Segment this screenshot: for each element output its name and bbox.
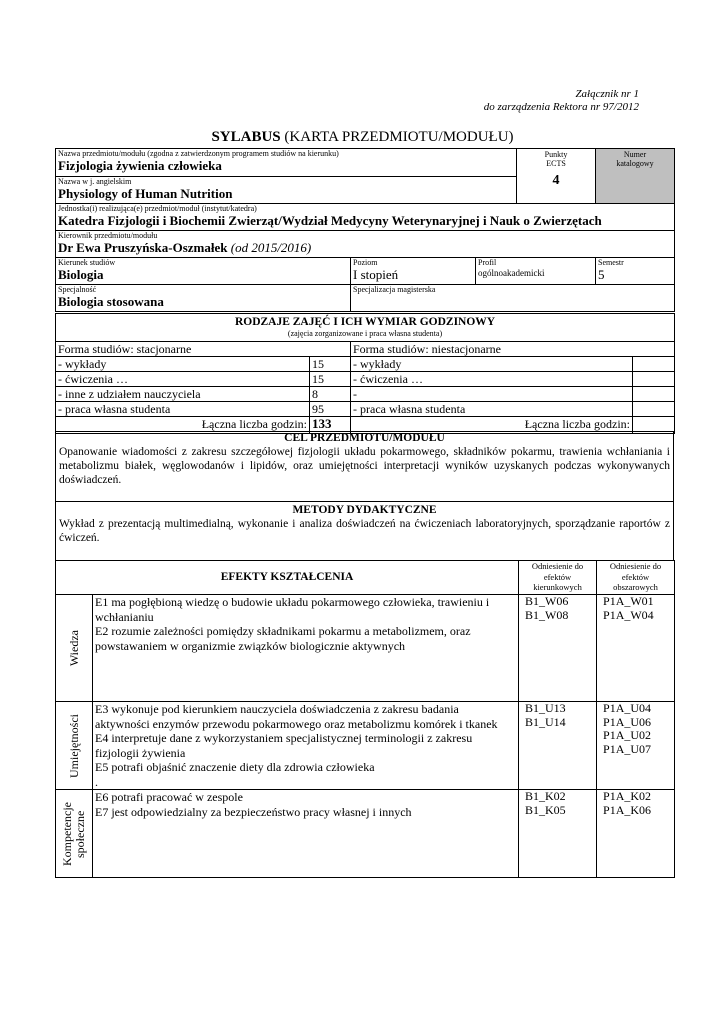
semester-cell [596, 258, 675, 285]
head-label: Kierownik przedmiotu/modułu [58, 231, 158, 240]
course-info-table [55, 148, 675, 312]
semester-label: Semestr [598, 258, 624, 267]
total-label: Łączna liczba godzin: [56, 417, 310, 434]
master-spec-cell [351, 285, 675, 312]
attachment-line-2: do zarządzenia Rektora nr 97/2012 [483, 101, 639, 113]
code: B1_K05 [525, 802, 566, 817]
page-title [0, 129, 725, 146]
hours-row-left: - wykłady [56, 357, 310, 372]
hours-subtitle: (zajęcia zorganizowane i praca własna studenta) [287, 329, 443, 338]
effect-item: E5 potrafi objaśnić znaczenie diety dla zdrowia człowieka [95, 760, 375, 774]
code: P1A_U04 [603, 701, 652, 715]
goal-text: Opanowanie wiadomości z zakresu szczegółowej fizjologii układu pokarmowego, składników pokarmu, trawienia wchłaniania i metabolizmu białek, węglowodanów i lipidów, oraz umiejętności interpretacji wyników uzyskanych podczas wykonywanych doświadczeń. [59, 446, 670, 486]
category-skills: Umiejętności [56, 702, 93, 790]
english-name-cell [56, 177, 517, 204]
area-header: Odniesienie do efektów obszarowych [597, 561, 675, 595]
field-value: Biologia [58, 267, 104, 282]
methods-table [55, 501, 674, 561]
title-bold: SYLABUS [211, 129, 281, 145]
field-label: Kierunek studiów [58, 258, 116, 267]
stationary-label: Forma studiów: stacjonarne [56, 342, 351, 357]
effect-item: E4 interpretuje dane z wykorzystaniem specjalistycznej terminologii z zakresu fizjologii żywienia [95, 731, 473, 760]
total-label-right: Łączna liczba godzin: [351, 417, 633, 434]
english-name-label: Nazwa w j. angielskim [58, 177, 132, 186]
methods-title: METODY DYDAKTYCZNE [292, 504, 437, 516]
level-cell [351, 258, 476, 285]
code: P1A_U06 [603, 714, 652, 729]
semester-value: 5 [598, 267, 605, 282]
hours-row-right-value [633, 387, 675, 402]
social-items [93, 790, 519, 878]
course-name-cell [56, 149, 517, 177]
hours-row-left: - inne z udziałem nauczyciela [56, 387, 310, 402]
hours-row-right-value [633, 372, 675, 387]
methods-cell [56, 502, 674, 561]
code: P1A_K02 [603, 789, 652, 803]
knowledge-items [93, 595, 519, 702]
specialty-value: Biologia stosowana [58, 294, 164, 309]
effect-item: E2 rozumie zależności pomiędzy składnikami pokarmu a metabolizmem, oraz powstawaniem w organizmie związków biologicznie aktywnych [95, 624, 471, 653]
level-value: I stopień [353, 267, 399, 282]
course-name: Fizjologia żywienia człowieka [58, 158, 222, 173]
effects-title: EFEKTY KSZTAŁCENIA [56, 561, 519, 595]
hours-row-value: 8 [310, 387, 351, 402]
hours-row [56, 372, 675, 387]
hours-title: RODZAJE ZAJĘĆ I ICH WYMIAR GODZINOWY [234, 316, 496, 328]
profile-value: ogólnoakademicki [478, 268, 545, 278]
code: P1A_W04 [603, 607, 654, 622]
effect-item: . [95, 774, 98, 789]
hours-row-left: - praca własna studenta [56, 402, 310, 417]
master-spec-label: Specjalizacja magisterska [353, 285, 436, 294]
hours-row [56, 387, 675, 402]
unit-label: Jednostka(i) realizująca(e) przedmiot/moduł (instytut/katedra) [58, 204, 257, 213]
social-area [597, 790, 675, 878]
effect-item: E3 wykonuje pod kierunkiem nauczyciela doświadczenia z zakresu badania aktywności enzymów przewodu pokarmowego oraz metabolizmu komórek i tkanek [95, 702, 498, 731]
catalog-number-cell [596, 149, 675, 204]
head-name: Dr Ewa Pruszyńska-Oszmałek [58, 240, 228, 255]
hours-row [56, 402, 675, 417]
hours-row-value: 95 [310, 402, 351, 417]
effect-item: E6 potrafi pracować w zespole [95, 790, 243, 804]
knowledge-directional [519, 595, 597, 702]
title-rest: (KARTA PRZEDMIOTU/MODUŁU) [280, 129, 514, 145]
code: B1_U13 [525, 701, 566, 715]
ects-cell [517, 149, 596, 204]
unit-cell [56, 204, 675, 231]
english-name: Physiology of Human Nutrition [58, 186, 233, 201]
attachment-line-1: Załącznik nr 1 [575, 88, 639, 100]
profile-label: Profil [478, 258, 497, 267]
effect-item: E7 jest odpowiedzialny za bezpieczeństwo pracy własnej i innych [95, 804, 412, 819]
code: B1_W08 [525, 607, 569, 622]
code: P1A_W01 [603, 594, 654, 608]
skills-directional [519, 702, 597, 790]
code: P1A_U02 [603, 728, 652, 742]
hours-table [55, 313, 675, 434]
hours-row-left: - ćwiczenia … [56, 372, 310, 387]
specialty-cell [56, 285, 351, 312]
skills-items [93, 702, 519, 790]
hours-row-right-value [633, 402, 675, 417]
code: B1_W06 [525, 594, 569, 608]
unit-name: Katedra Fizjologii i Biochemii Zwierząt/Wydział Medycyny Weterynaryjnej i Nauk o Zwierzętach [58, 213, 602, 228]
skills-area [597, 702, 675, 790]
hours-row-right: - praca własna studenta [351, 402, 633, 417]
effects-group-skills [56, 702, 675, 790]
ects-value: 4 [552, 173, 560, 188]
field-cell [56, 258, 351, 285]
head-cell [56, 231, 675, 258]
catalog-number-label: Numer katalogowy [616, 150, 654, 168]
code: P1A_K06 [603, 802, 652, 817]
hours-row-right: - wykłady [351, 357, 633, 372]
methods-text: Wykład z prezentacją multimedialną, wykonanie i analiza doświadczeń na ćwiczeniach laboratoryjnych, sporządzanie raportów z ćwiczeń. [59, 518, 670, 544]
code: B1_K02 [525, 789, 566, 803]
ects-label: Punkty ECTS [544, 150, 568, 168]
goal-table [55, 431, 674, 502]
head-note: (od 2015/2016) [230, 240, 312, 255]
hours-row [56, 357, 675, 372]
effects-table [55, 560, 675, 878]
hours-row-value: 15 [310, 372, 351, 387]
specialty-label: Specjalność [58, 285, 97, 294]
effects-group-knowledge [56, 595, 675, 702]
goal-cell [56, 432, 674, 502]
code: B1_U14 [525, 714, 566, 729]
hours-row-value: 15 [310, 357, 351, 372]
code: P1A_U07 [603, 741, 652, 756]
effect-item: E1 ma pogłębioną wiedzę o budowie układu pokarmowego człowieka, trawieniu i wchłanianiu [95, 595, 490, 624]
hours-row-right: - [351, 387, 633, 402]
head-line [58, 240, 672, 255]
category-social: Kompetencje społeczne [56, 790, 93, 878]
goal-title: CEL PRZEDMIOTU/MODUŁU [284, 432, 445, 444]
level-label: Poziom [353, 258, 378, 267]
hours-row-right: - ćwiczenia … [351, 372, 633, 387]
effects-group-social [56, 790, 675, 878]
hours-row-right-value [633, 357, 675, 372]
knowledge-area [597, 595, 675, 702]
total-value: 133 [310, 417, 351, 434]
hours-header-cell [56, 314, 675, 342]
extramural-label: Forma studiów: niestacjonarne [351, 342, 675, 357]
course-name-label: Nazwa przedmiotu/modułu (zgodna z zatwierdzonym programem studiów na kierunku) [58, 149, 339, 158]
profile-cell [476, 258, 596, 285]
directional-header: Odniesienie do efektów kierunkowych [519, 561, 597, 595]
social-directional [519, 790, 597, 878]
category-knowledge: Wiedza [56, 595, 93, 702]
